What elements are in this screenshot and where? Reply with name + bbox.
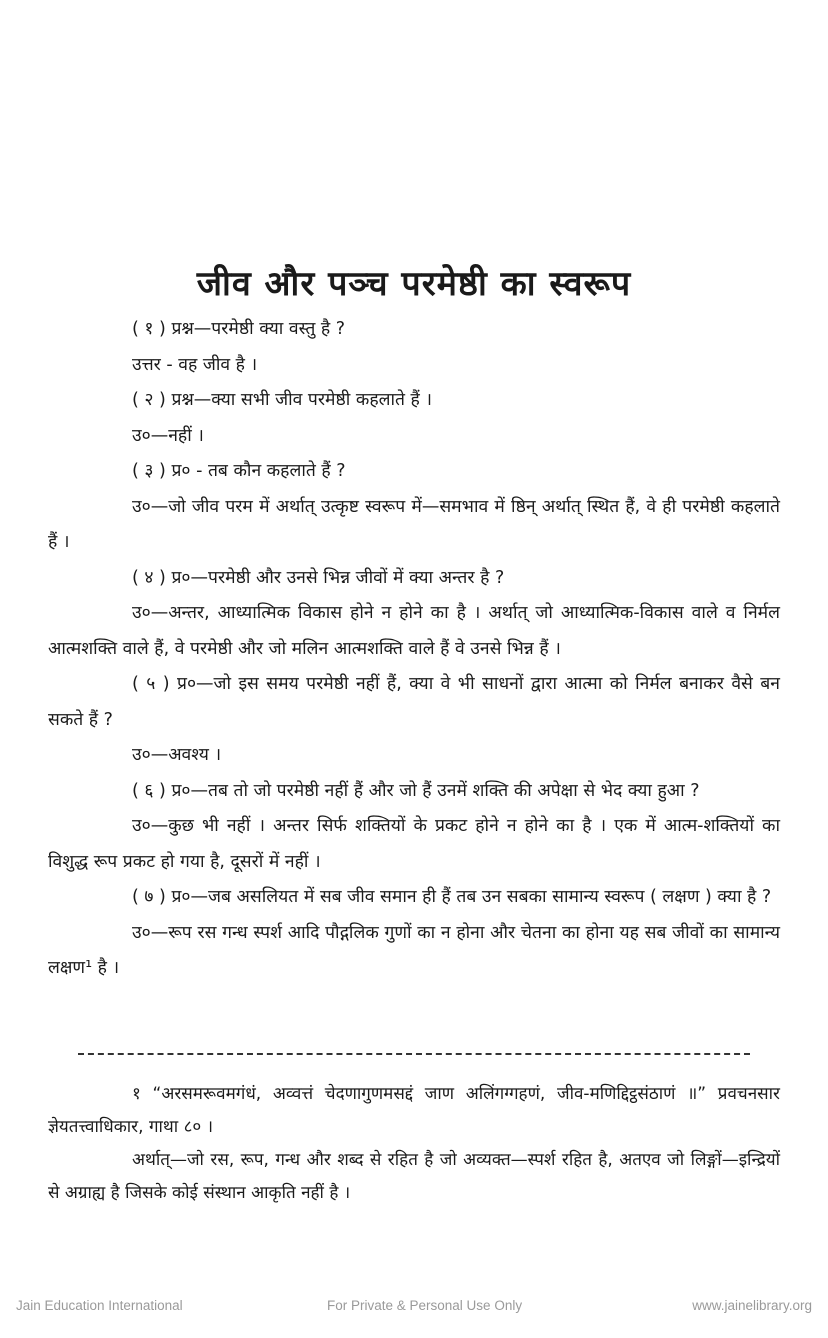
answer-4: उ०—अन्तर, आध्यात्मिक विकास होने न होने का है । अर्थात् जो आध्यात्मिक-विकास वाले व निर्मल आत्मशक्ति वाले हैं, वे परमेष्ठी और जो मलिन आत्मशक्ति वाले हैं वे उनसे भिन्न हैं ।: [48, 603, 780, 659]
page-title: जीव और पञ्च परमेष्ठी का स्वरूप: [196, 263, 632, 304]
answer-7: उ०—रूप रस गन्ध स्पर्श आदि पौद्गलिक गुणों का न होना और चेतना का होना यह सब जीवों का सामान्य लक्षण¹ है ।: [48, 922, 780, 978]
footer-website-link[interactable]: www.jainelibrary.org: [692, 1298, 812, 1313]
answer-6: उ०—कुछ भी नहीं । अन्तर सिर्फ शक्तियों के प्रकट होने न होने का है । एक में आत्म-शक्तियों का विशुद्ध रूप प्रकट हो गया है, दूसरों में नहीं ।: [48, 816, 780, 872]
answer-3: उ०—जो जीव परम में अर्थात् उत्कृष्ट स्वरूप में—समभाव में ष्ठिन् अर्थात् स्थित हैं, वे ही परमेष्ठी कहलाते हैं ।: [48, 496, 780, 552]
answer-1: उत्तर - वह जीव है ।: [132, 354, 258, 375]
footer-publisher: Jain Education International: [16, 1298, 183, 1313]
body-text: [48, 312, 780, 987]
footnote-divider: [78, 1053, 750, 1055]
question-6: ( ६ ) प्र०—तब तो जो परमेष्ठी नहीं हैं और जो हैं उनमें शक्ति की अपेक्षा से भेद क्या हुआ ?: [132, 780, 700, 801]
footnotes: [48, 1078, 780, 1210]
answer-5: उ०—अवश्य ।: [132, 745, 222, 765]
footnote-1-translation: अर्थात्—जो रस, रूप, गन्ध और शब्द से रहित है जो अव्यक्त—स्पर्श रहित है, अतएव जो लिङ्गों—इन्द्रियों से अग्राह्य है जिसके कोई संस्थान आकृति नहीं है ।: [48, 1150, 780, 1203]
question-2: ( २ ) प्रश्न—क्या सभी जीव परमेष्ठी कहलाते हैं ।: [132, 390, 433, 410]
question-7: ( ७ ) प्र०—जब असलियत में सब जीव समान ही हैं तब उन सबका सामान्य स्वरूप ( लक्षण ) क्या है ?: [132, 887, 772, 907]
footer-usage-note: For Private & Personal Use Only: [327, 1298, 523, 1313]
question-4: ( ४ ) प्र०—परमेष्ठी और उनसे भिन्न जीवों में क्या अन्तर है ?: [132, 567, 505, 588]
question-3: ( ३ ) प्र० - तब कौन कहलाते हैं ?: [132, 461, 346, 481]
question-1: ( १ ) प्रश्न—परमेष्ठी क्या वस्तु है ?: [132, 319, 346, 339]
answer-2: उ०—नहीं ।: [132, 425, 204, 446]
question-5: ( ५ ) प्र०—जो इस समय परमेष्ठी नहीं हैं, क्या वे भी साधनों द्वारा आत्मा को निर्मल बनाकर वैसे बन सकते हैं ?: [48, 674, 780, 730]
page-footer: [0, 1298, 828, 1318]
footnote-1: १ “अरसमरूवमगंधं, अव्वत्तं चेदणागुणमसद्दं जाण अलिंगग्गहणं, जीव-मणिद्दिट्ठसंठाणं ॥” प्रवचनसार ज्ञेयतत्त्वाधिकार, गाथा ८० ।: [48, 1084, 780, 1137]
